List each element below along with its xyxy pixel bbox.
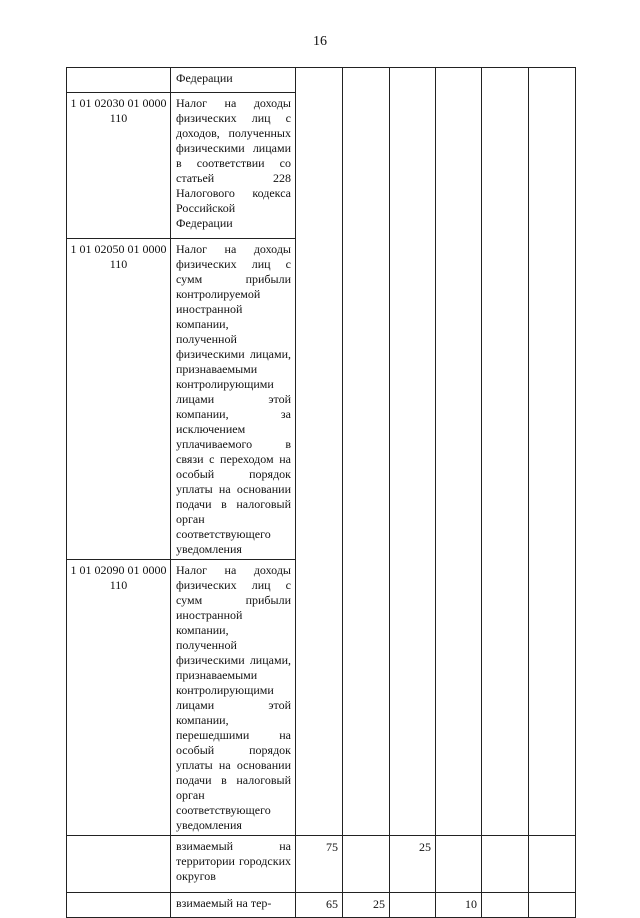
value-cell <box>482 68 529 836</box>
table-row <box>67 836 576 893</box>
budget-code-cell <box>67 68 171 93</box>
value-cell <box>529 893 576 918</box>
budget-code-cell <box>67 836 171 893</box>
value-cell <box>436 68 482 836</box>
value-cell: 25 <box>390 836 436 893</box>
revenue-name-cell: Налог на доходы физических лиц с сумм прибыли иностранной компании, полученной физическими лицами, признаваемыми контролирующими лицами этой компании, перешедшими на особый порядок уплаты на основании подачи в налоговый орган соответствующего уведомления <box>171 560 296 836</box>
revenue-distribution-table <box>66 67 576 918</box>
budget-code-cell: 1 01 02030 01 0000 110 <box>67 93 171 239</box>
value-cell <box>482 893 529 918</box>
table-row <box>67 68 576 93</box>
revenue-name-cell: взимаемый на тер- <box>171 893 296 918</box>
value-cell: 75 <box>296 836 343 893</box>
value-cell <box>529 836 576 893</box>
budget-code-cell: 1 01 02090 01 0000 110 <box>67 560 171 836</box>
budget-code-cell <box>67 893 171 918</box>
value-cell <box>529 68 576 836</box>
value-cell: 65 <box>296 893 343 918</box>
value-cell <box>296 68 343 836</box>
page-number: 16 <box>313 34 327 49</box>
value-cell: 10 <box>436 893 482 918</box>
value-cell <box>343 68 390 836</box>
revenue-name-cell: взимаемый на территории городских округов <box>171 836 296 893</box>
value-cell <box>390 893 436 918</box>
revenue-name-cell: Налог на доходы физических лиц с сумм прибыли контролируемой иностранной компании, полученной физическими лицами, признаваемыми контролирующими лицами этой компании, за исключением уплачиваемого в связи с переходом на особый порядок уплаты на основании подачи в налоговый орган соответствующего уведомления <box>171 239 296 560</box>
budget-code-cell: 1 01 02050 01 0000 110 <box>67 239 171 560</box>
revenue-name-cell: Федерации <box>171 68 296 93</box>
value-cell <box>390 68 436 836</box>
revenue-name-cell: Налог на доходы физических лиц с доходов, полученных физическими лицами в соответствии со статьей 228 Налогового кодекса Российской Федерации <box>171 93 296 239</box>
value-cell: 25 <box>343 893 390 918</box>
table-row <box>67 893 576 918</box>
value-cell <box>436 836 482 893</box>
value-cell <box>482 836 529 893</box>
value-cell <box>343 836 390 893</box>
